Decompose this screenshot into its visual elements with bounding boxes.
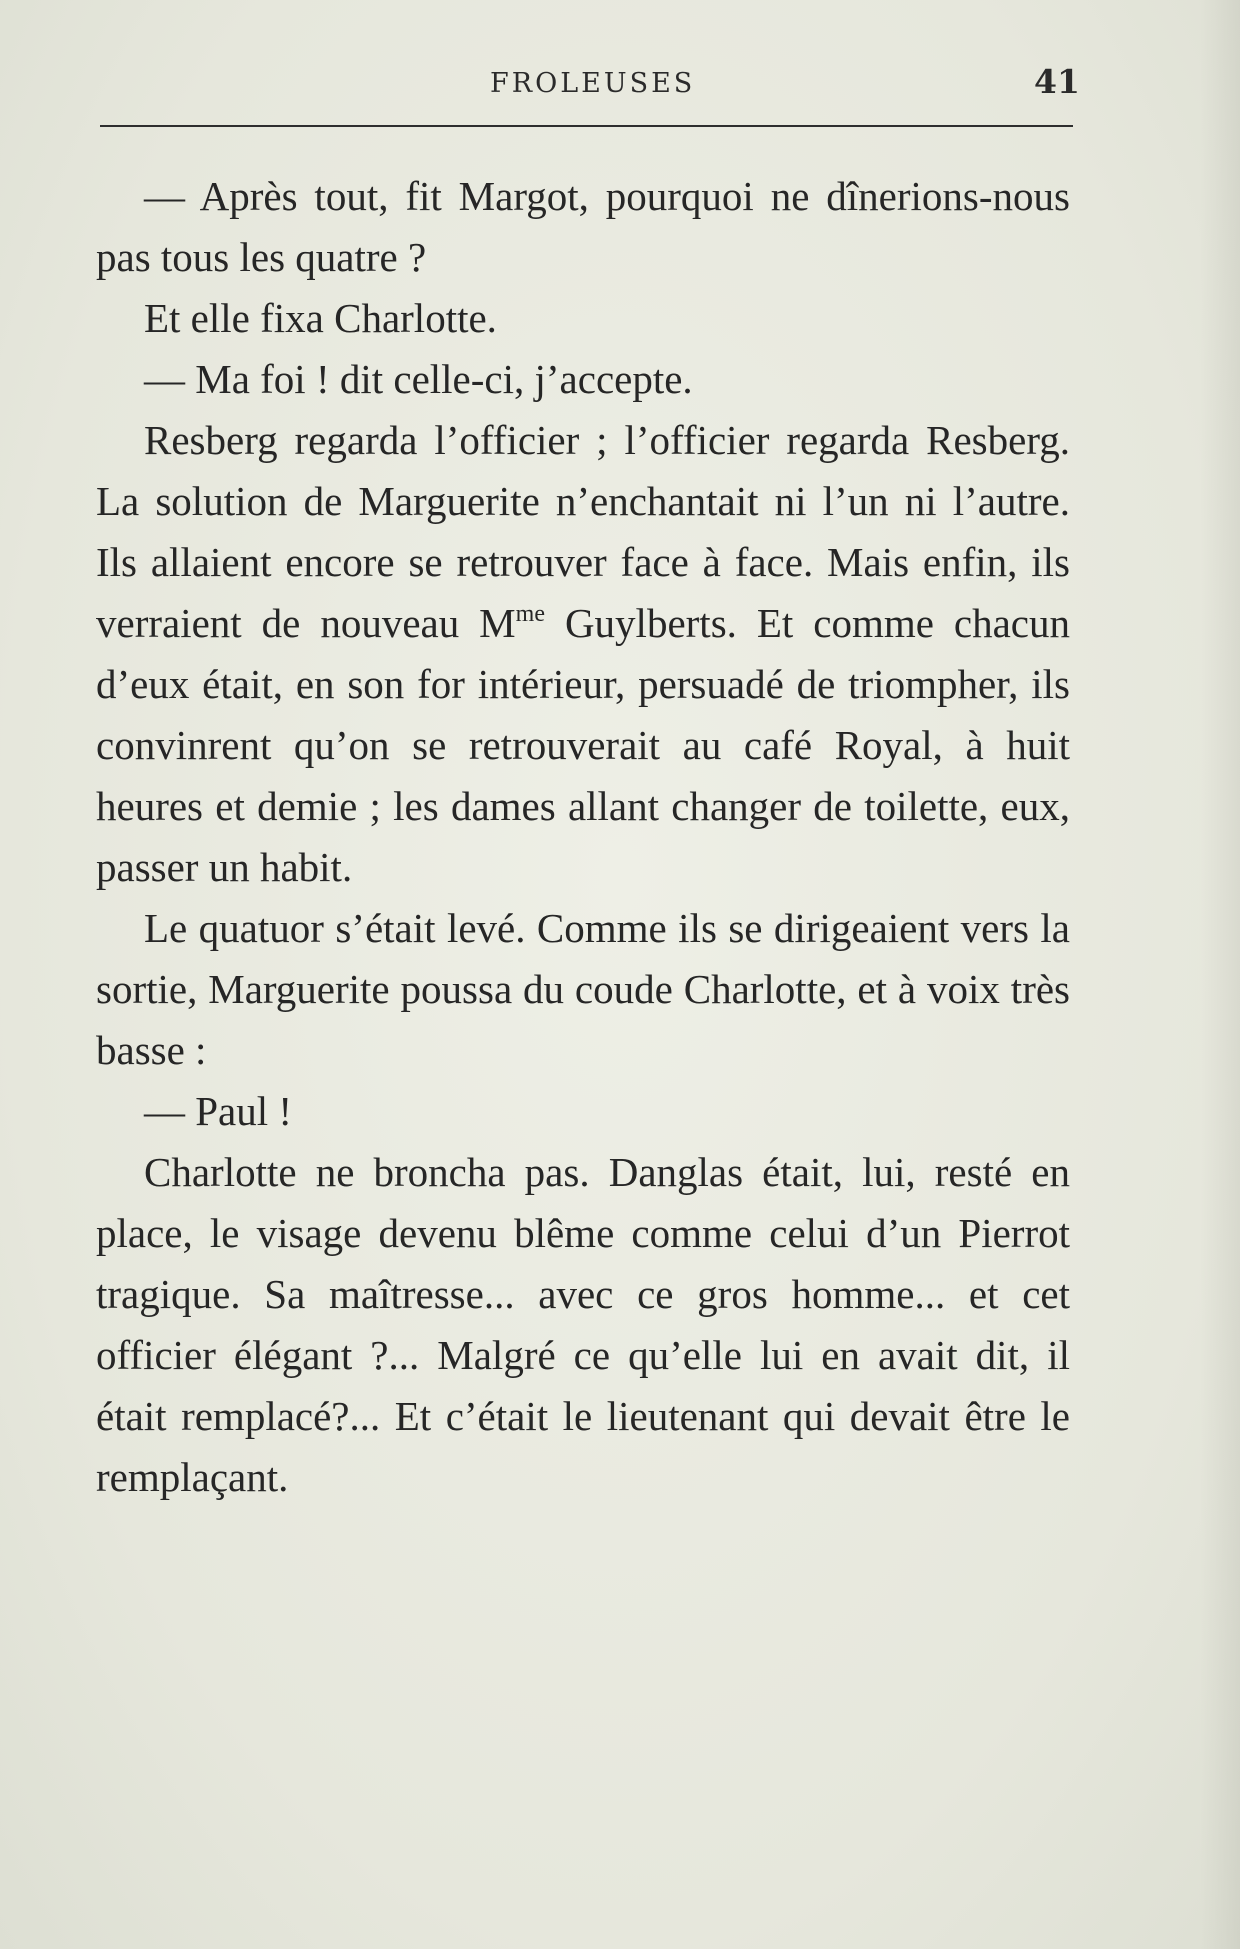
running-title: FROLEUSES bbox=[490, 68, 696, 99]
superscript-abbrev: me bbox=[515, 601, 545, 627]
paragraph: Et elle fixa Charlotte. bbox=[144, 295, 497, 341]
paragraph: Charlotte ne broncha pas. Danglas était, lui, resté en place, le visage devenu blême comme celui d’un Pierrot tragique. Sa maîtresse... avec ce gros homme... et cet officier élégant ?... Malgré ce qu’elle lui en avait dit, il était remplacé?... Et c’était le lieutenant qui devait être le remplaçant. bbox=[96, 1149, 1070, 1500]
paragraph: Le quatuor s’était levé. Comme ils se dirigeaient vers la sortie, Marguerite poussa du coude Charlotte, et à voix très basse : bbox=[96, 905, 1070, 1073]
paragraph: Resberg regarda l’officier ; l’officier regarda Resberg. La solution de Marguerite n’enchantait ni l’un ni l’autre. Ils allaient encore se retrouver face à face. Mais enfin, ils verraient de nouveau $M^{me}$ Guylberts. Et comme chacun d’eux était, en son for intérieur, persuadé de triompher, ils convinrent qu’on se retrouverait au café Royal, à huit heures et demie ; les dames allant changer de toilette, eux, passer un habit. bbox=[96, 417, 1071, 890]
paragraph: — Ma foi ! dit celle-ci, j’accepte. bbox=[144, 356, 693, 402]
paragraph-part: Guylberts. Et comme chacun d’eux était, en son for intérieur, persuadé de triompher, ils convinrent qu’on se retrouverait au café Royal, à huit heures et demie ; les dames allant changer de toilette, eux, passer un habit. bbox=[96, 600, 1071, 890]
paragraph-part: Resberg regarda l’officier ; l’officier regarda Resberg. La solution de Marguerite n’enchantait ni l’un ni l’autre. Ils allaient encore se retrouver face à face. Mais enfin, ils verraient de nouveau bbox=[96, 417, 1070, 646]
paragraph: — Paul ! bbox=[144, 1088, 293, 1134]
body-text bbox=[96, 166, 1070, 1508]
page-number: 41 bbox=[1034, 62, 1080, 101]
running-header bbox=[0, 62, 1240, 102]
paragraph: — Après tout, fit Margot, pourquoi ne dînerions-nous pas tous les quatre ? bbox=[96, 173, 1070, 280]
header-rule bbox=[100, 125, 1073, 127]
page-edge-shadow bbox=[1200, 0, 1240, 1949]
